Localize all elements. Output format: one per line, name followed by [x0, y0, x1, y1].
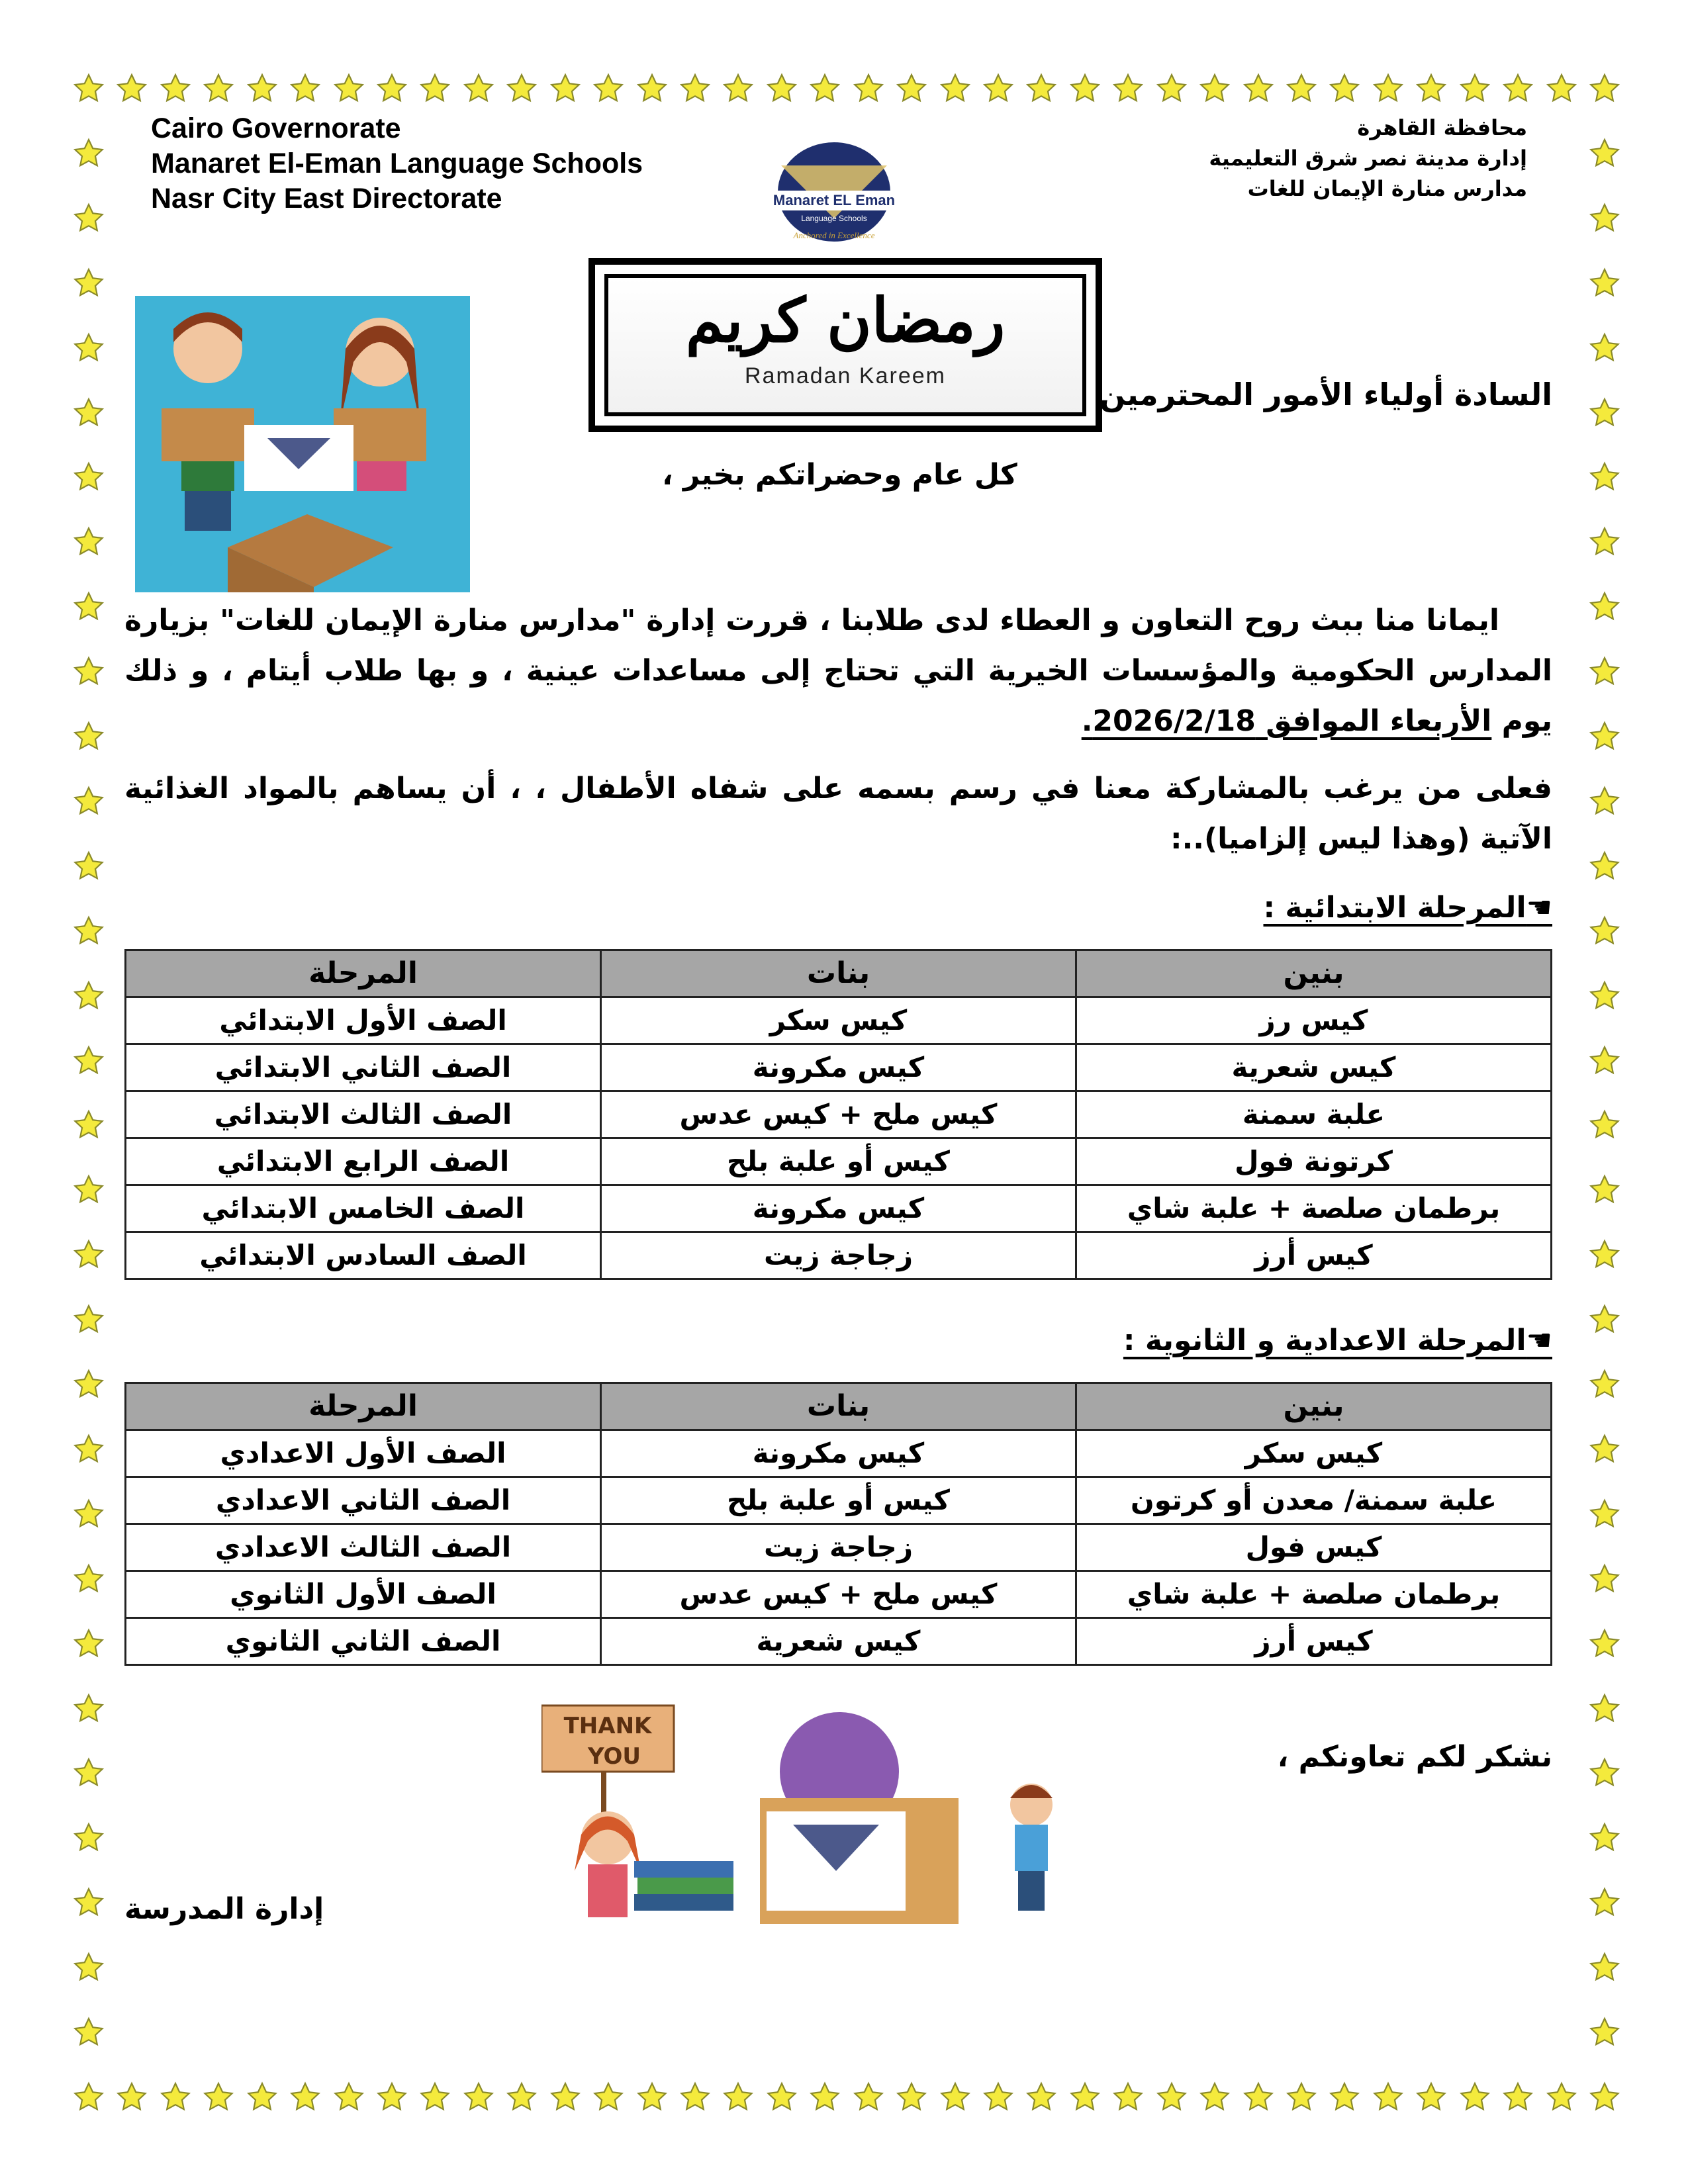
star-icon	[1502, 73, 1534, 105]
star-icon	[1329, 73, 1360, 105]
star-icon	[939, 2081, 971, 2113]
table-cell: الصف الأول الابتدائي	[126, 997, 601, 1044]
star-icon	[1329, 2081, 1360, 2113]
table-header-row	[126, 950, 1552, 997]
star-icon	[1589, 1369, 1620, 1400]
star-icon	[73, 1887, 105, 1919]
star-icon	[1156, 73, 1188, 105]
table-cell: كيس شعرية	[601, 1618, 1076, 1665]
star-icon	[73, 1109, 105, 1141]
table-cell: الصف الرابع الابتدائي	[126, 1138, 601, 1185]
table-cell: الصف الأول الاعدادي	[126, 1430, 601, 1477]
table-cell: برطمان صلصة + علبة شاي	[1076, 1571, 1552, 1618]
directorate-en: Nasr City East Directorate	[151, 183, 502, 214]
directorate-ar: إدارة مدينة نصر شرق التعليمية	[1209, 146, 1527, 171]
star-icon	[1589, 915, 1620, 947]
star-icon	[1459, 73, 1491, 105]
governorate-en: Cairo Governorate	[151, 113, 401, 144]
star-icon	[1025, 2081, 1057, 2113]
star-icon	[73, 786, 105, 817]
star-icon	[1502, 2081, 1534, 2113]
star-icon	[679, 2081, 711, 2113]
star-icon	[73, 1304, 105, 1336]
star-icon	[333, 2081, 365, 2113]
column-header: بنين	[1076, 950, 1552, 997]
star-icon	[73, 1563, 105, 1595]
star-icon	[73, 1628, 105, 1660]
star-icon	[1372, 2081, 1404, 2113]
star-icon	[896, 73, 927, 105]
greeting: كل عام وحضراتكم بخير ،	[662, 458, 1017, 492]
star-icon	[419, 2081, 451, 2113]
table-cell: كيس فول	[1076, 1524, 1552, 1571]
star-icon	[160, 2081, 191, 2113]
star-icon	[73, 461, 105, 493]
ramadan-kareem-banner	[588, 258, 1102, 432]
column-header: بنات	[601, 950, 1076, 997]
star-icon	[1286, 73, 1317, 105]
closing-area	[124, 1699, 1552, 1937]
star-icon	[73, 267, 105, 299]
star-icon	[73, 1369, 105, 1400]
primary-items-table	[124, 949, 1552, 1280]
star-icon	[1112, 73, 1144, 105]
table-row	[126, 1091, 1552, 1138]
star-icon	[203, 2081, 234, 2113]
table-row	[126, 997, 1552, 1044]
table-cell: كيس ملح + كيس عدس	[601, 1571, 1076, 1618]
school-name-ar: مدارس منارة الإيمان للغات	[1247, 176, 1527, 201]
table-cell: كيس مكرونة	[601, 1185, 1076, 1232]
thanks-text: نشكر لكم تعاونكم ،	[1277, 1740, 1552, 1774]
star-icon	[592, 2081, 624, 2113]
header-arabic	[1209, 113, 1527, 204]
star-icon	[939, 73, 971, 105]
star-icon	[1112, 2081, 1144, 2113]
header-english	[151, 111, 643, 216]
star-icon	[463, 73, 494, 105]
governorate-ar: محافظة القاهرة	[1357, 115, 1527, 140]
logo-name: Manaret EL Eman	[773, 192, 896, 208]
star-icon	[592, 73, 624, 105]
star-icon	[1589, 138, 1620, 169]
table-cell: زجاجة زيت	[601, 1232, 1076, 1279]
star-icon	[1589, 267, 1620, 299]
star-icon	[73, 1174, 105, 1206]
star-icon	[809, 2081, 841, 2113]
star-icon	[1589, 461, 1620, 493]
star-icon	[1589, 2081, 1620, 2113]
star-icon	[1459, 2081, 1491, 2113]
star-icon	[73, 203, 105, 234]
column-header: المرحلة	[126, 1383, 601, 1430]
star-icon	[1589, 591, 1620, 623]
star-icon	[289, 2081, 321, 2113]
salutation: السادة أولياء الأمور المحترمين	[1099, 377, 1552, 412]
table-cell: الصف الخامس الابتدائي	[126, 1185, 601, 1232]
star-icon	[1243, 2081, 1274, 2113]
star-icon	[1199, 73, 1231, 105]
table-row	[126, 1477, 1552, 1524]
star-icon	[73, 332, 105, 364]
star-icon	[116, 2081, 148, 2113]
hand-pointer-icon: ☚	[1526, 1324, 1552, 1357]
star-icon	[376, 73, 408, 105]
table-row	[126, 1524, 1552, 1571]
table-row	[126, 1185, 1552, 1232]
visit-date: الأربعاء الموافق 2026/2/18.	[1081, 704, 1492, 738]
table-cell: كيس رز	[1076, 997, 1552, 1044]
star-icon	[73, 850, 105, 882]
star-icon	[1199, 2081, 1231, 2113]
star-icon	[1589, 1887, 1620, 1919]
star-icon	[1589, 980, 1620, 1012]
star-icon	[73, 2017, 105, 2048]
table-cell: علبة سمنة/ معدن أو كرتون	[1076, 1477, 1552, 1524]
star-icon	[1589, 1239, 1620, 1271]
star-icon	[1546, 73, 1577, 105]
table-cell: الصف الثاني الثانوي	[126, 1618, 601, 1665]
star-icon	[73, 2081, 105, 2113]
star-icon	[1589, 1109, 1620, 1141]
thank-you-illustration	[541, 1699, 1074, 1929]
star-icon	[73, 591, 105, 623]
signature: إدارة المدرسة	[124, 1892, 324, 1926]
star-icon	[463, 2081, 494, 2113]
star-icon	[722, 73, 754, 105]
table-cell: زجاجة زيت	[601, 1524, 1076, 1571]
star-icon	[1025, 73, 1057, 105]
school-logo	[761, 139, 907, 251]
thank-sign-line2: YOU	[588, 1743, 641, 1770]
hand-pointer-icon: ☚	[1526, 891, 1552, 925]
star-icon	[636, 2081, 668, 2113]
star-icon	[1069, 73, 1101, 105]
star-icon	[333, 73, 365, 105]
table-cell: علبة سمنة	[1076, 1091, 1552, 1138]
star-icon	[73, 1498, 105, 1530]
star-icon	[1589, 656, 1620, 688]
table-cell: كيس أو علبة بلح	[601, 1138, 1076, 1185]
star-icon	[506, 73, 538, 105]
star-icon	[160, 73, 191, 105]
table-row	[126, 1138, 1552, 1185]
table-cell: كيس مكرونة	[601, 1430, 1076, 1477]
table-cell: كيس مكرونة	[601, 1044, 1076, 1091]
table-header-row	[126, 1383, 1552, 1430]
column-header: المرحلة	[126, 950, 601, 997]
star-icon	[73, 721, 105, 752]
star-icon	[246, 2081, 278, 2113]
star-icon	[1589, 332, 1620, 364]
star-icon	[679, 73, 711, 105]
star-icon	[376, 2081, 408, 2113]
star-icon	[766, 73, 798, 105]
column-header: بنات	[601, 1383, 1076, 1430]
star-icon	[116, 73, 148, 105]
star-icon	[1372, 73, 1404, 105]
table-cell: الصف الثالث الابتدائي	[126, 1091, 601, 1138]
school-name-en: Manaret El-Eman Language Schools	[151, 148, 643, 179]
star-icon	[1415, 73, 1447, 105]
star-icon	[1589, 850, 1620, 882]
star-icon	[1589, 1304, 1620, 1336]
star-icon	[73, 397, 105, 429]
star-icon	[1589, 1952, 1620, 1983]
star-icon	[982, 73, 1014, 105]
paragraph-contribution: فعلى من يرغب بالمشاركة معنا في رسم بسمه على شفاه الأطفال ، ، أن يساهم بالمواد الغذائية الآتية (وهذا ليس إلزاميا)..:	[124, 772, 1552, 856]
table-cell: الصف الأول الثانوي	[126, 1571, 601, 1618]
star-icon	[1589, 1433, 1620, 1465]
table-row	[126, 1571, 1552, 1618]
table-cell: كيس أرز	[1076, 1232, 1552, 1279]
star-icon	[73, 1822, 105, 1854]
star-icon	[982, 2081, 1014, 2113]
table-cell: كيس أو علبة بلح	[601, 1477, 1076, 1524]
star-icon	[1589, 1693, 1620, 1725]
star-icon	[73, 1239, 105, 1271]
star-icon	[1286, 2081, 1317, 2113]
table-cell: كيس أرز	[1076, 1618, 1552, 1665]
star-icon	[1546, 2081, 1577, 2113]
table-row	[126, 1618, 1552, 1665]
star-icon	[73, 1757, 105, 1789]
logo-motto: Anchored in Excellence	[793, 230, 875, 240]
section-secondary-title: ☚المرحلة الاعدادية و الثانوية :	[1123, 1324, 1552, 1357]
table-cell: كيس سكر	[601, 997, 1076, 1044]
table-cell: كيس شعرية	[1076, 1044, 1552, 1091]
star-icon	[1589, 203, 1620, 234]
star-icon	[73, 1693, 105, 1725]
star-icon	[809, 73, 841, 105]
letter-body	[124, 596, 1552, 1937]
star-icon	[289, 73, 321, 105]
star-icon	[1589, 2017, 1620, 2048]
star-icon	[1589, 786, 1620, 817]
star-icon	[73, 1045, 105, 1077]
thank-sign-line1: THANK	[563, 1713, 652, 1739]
star-icon	[1589, 73, 1620, 105]
column-header: بنين	[1076, 1383, 1552, 1430]
star-icon	[549, 73, 581, 105]
table-row	[126, 1430, 1552, 1477]
star-icon	[853, 2081, 884, 2113]
star-icon	[1589, 1822, 1620, 1854]
secondary-items-table	[124, 1382, 1552, 1666]
star-icon	[1589, 526, 1620, 558]
star-icon	[246, 73, 278, 105]
intro-text: ايمانا منا ببث روح التعاون و العطاء لدى طلابنا ، قررت إدارة "مدارس منارة الإيمان للغات" بزيارة المدارس الحكومية والمؤسسات الخيرية التي تحتاج إلى مساعدات عينية ، و بها طلاب أيتام ، و ذلك يوم	[124, 604, 1552, 738]
star-icon	[419, 73, 451, 105]
star-icon	[1069, 2081, 1101, 2113]
star-icon	[1589, 1498, 1620, 1530]
paragraph-intro	[124, 596, 1552, 747]
star-icon	[1589, 721, 1620, 752]
star-icon	[1589, 1757, 1620, 1789]
table-row	[126, 1232, 1552, 1279]
star-icon	[636, 73, 668, 105]
star-icon	[73, 1433, 105, 1465]
star-icon	[73, 138, 105, 169]
banner-english: Ramadan Kareem	[745, 363, 946, 388]
table-cell: برطمان صلصة + علبة شاي	[1076, 1185, 1552, 1232]
table-row	[126, 1044, 1552, 1091]
star-icon	[1589, 1045, 1620, 1077]
star-icon	[73, 73, 105, 105]
star-icon	[1589, 1628, 1620, 1660]
star-icon	[203, 73, 234, 105]
table-cell: كيس ملح + كيس عدس	[601, 1091, 1076, 1138]
table-cell: الصف الثالث الاعدادي	[126, 1524, 601, 1571]
star-icon	[73, 656, 105, 688]
star-icon	[73, 980, 105, 1012]
star-icon	[1156, 2081, 1188, 2113]
logo-sub: Language Schools	[801, 214, 867, 223]
star-icon	[549, 2081, 581, 2113]
star-icon	[896, 2081, 927, 2113]
star-icon	[1589, 1174, 1620, 1206]
table-cell: الصف الثاني الاعدادي	[126, 1477, 601, 1524]
star-icon	[1243, 73, 1274, 105]
star-icon	[73, 1952, 105, 1983]
table-cell: الصف الثاني الابتدائي	[126, 1044, 601, 1091]
star-icon	[1589, 397, 1620, 429]
table-cell: كرتونة فول	[1076, 1138, 1552, 1185]
kids-donation-illustration	[135, 296, 470, 592]
star-icon	[73, 526, 105, 558]
star-icon	[766, 2081, 798, 2113]
star-icon	[73, 915, 105, 947]
star-icon	[1415, 2081, 1447, 2113]
table-cell: كيس سكر	[1076, 1430, 1552, 1477]
star-icon	[722, 2081, 754, 2113]
banner-arabic: رمضان كريم	[685, 285, 1006, 356]
star-icon	[853, 73, 884, 105]
star-icon	[1589, 1563, 1620, 1595]
star-icon	[506, 2081, 538, 2113]
table-cell: الصف السادس الابتدائي	[126, 1232, 601, 1279]
section-primary-title: ☚المرحلة الابتدائية :	[1263, 891, 1552, 925]
